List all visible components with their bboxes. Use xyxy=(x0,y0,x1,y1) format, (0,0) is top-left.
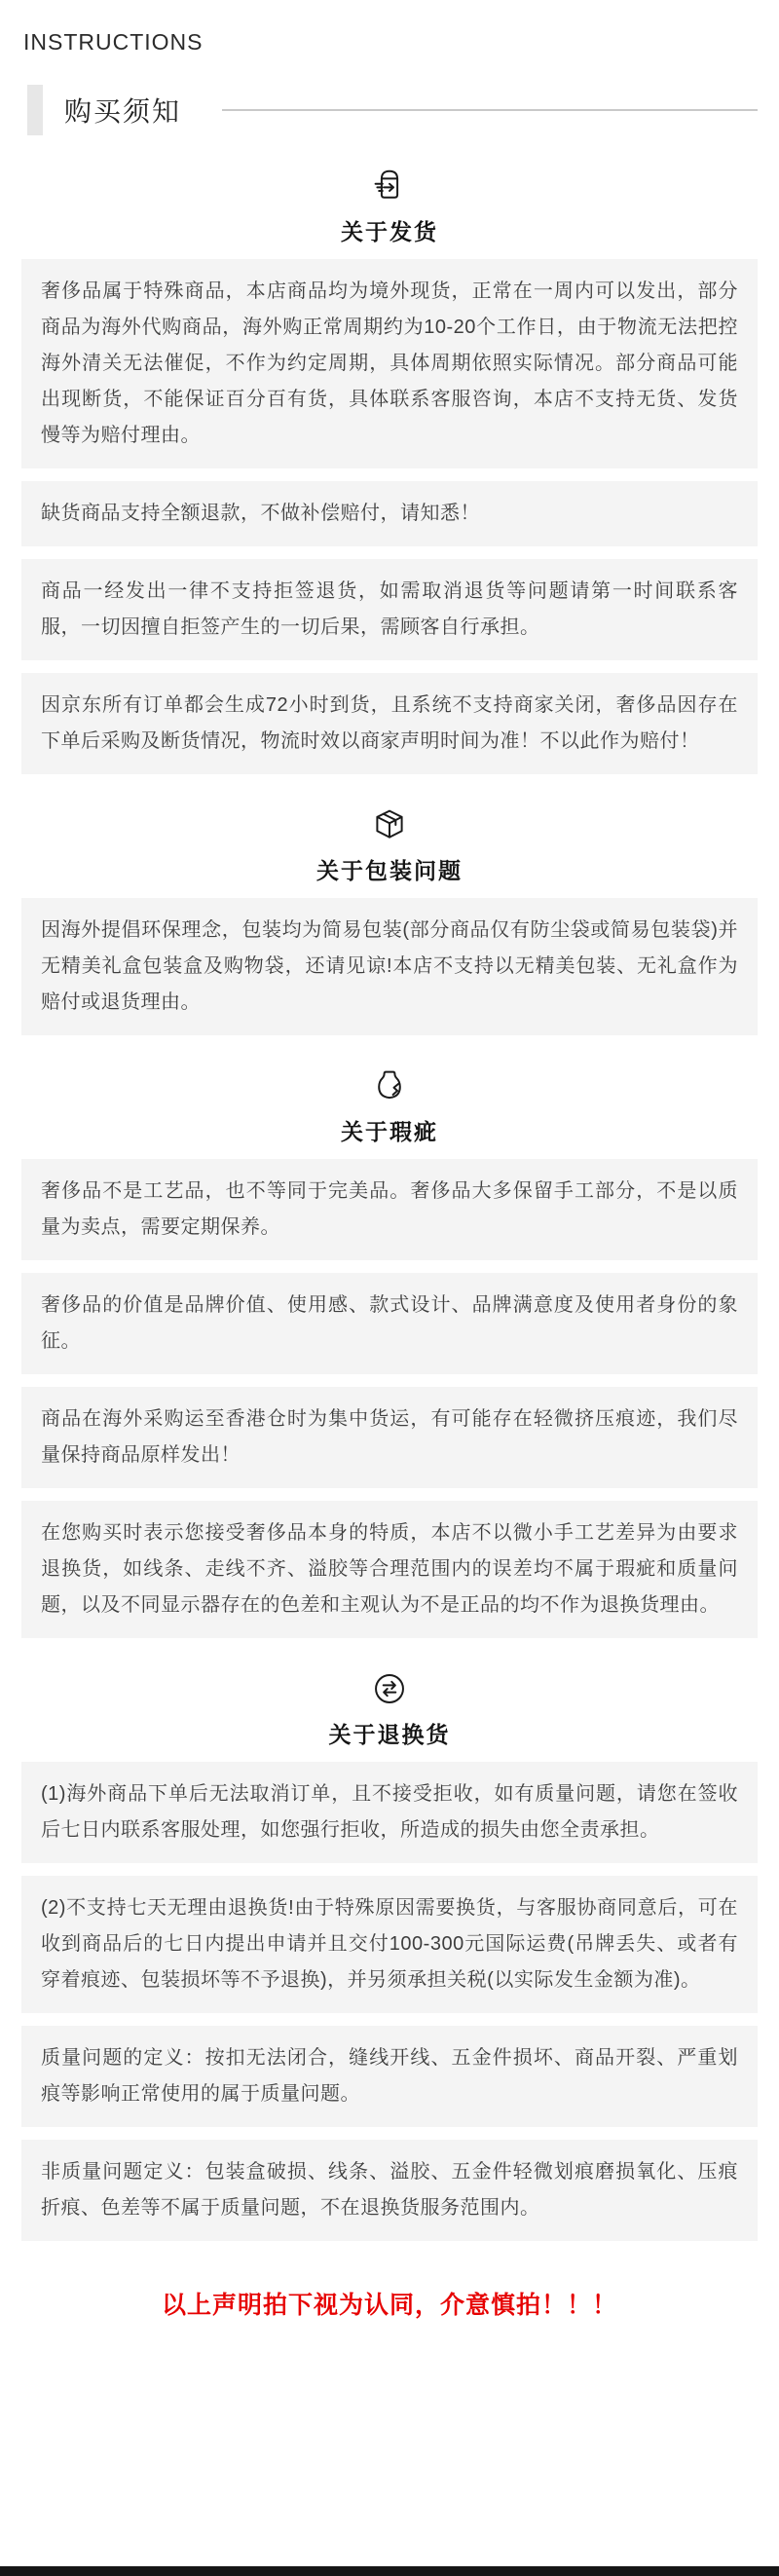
section-packaging-header xyxy=(0,807,779,885)
notice-paragraph: 因京东所有订单都会生成72小时到货，且系统不支持商家关闭，奢侈品因存在下单后采购及断货情况，物流时效以商家声明时间为准！不以此作为赔付！ xyxy=(21,673,758,774)
bottom-strip xyxy=(0,2566,779,2576)
notice-paragraph: 商品在海外采购运至香港仓时为集中货运，有可能存在轻微挤压痕迹，我们尽量保持商品原样发出！ xyxy=(21,1387,758,1488)
notice-paragraph: (1)海外商品下单后无法取消订单，且不接受拒收，如有质量问题，请您在签收后七日内联系客服处理，如您强行拒收，所造成的损失由您全责承担。 xyxy=(21,1762,758,1863)
instructions-title: INSTRUCTIONS xyxy=(23,29,204,55)
notice-paragraph: 缺货商品支持全额退款，不做补偿赔付，请知悉！ xyxy=(21,481,758,546)
section-flaws-header xyxy=(0,1068,779,1146)
section-title: 关于瑕疵 xyxy=(341,1119,438,1144)
section-returns-header xyxy=(0,1671,779,1749)
section-title: 关于退换货 xyxy=(328,1722,451,1747)
section-title: 关于发货 xyxy=(341,219,438,244)
section-title: 关于包装问题 xyxy=(316,858,463,883)
accent-bar xyxy=(27,85,43,135)
section-shipping-header xyxy=(0,168,779,246)
notice-paragraph: 因海外提倡环保理念，包装均为简易包装(部分商品仅有防尘袋或简易包装袋)并无精美礼盒包装盒及购物袋，还请见谅!本店不支持以无精美包装、无礼盒作为赔付或退货理由。 xyxy=(21,898,758,1035)
notice-paragraph: (2)不支持七天无理由退换货!由于特殊原因需要换货，与客服协商同意后，可在收到商品后的七日内提出申请并且交付100-300元国际运费(吊牌丢失、或者有穿着痕迹、包装损坏等不予退换)，并另须承担关税(以实际发生金额为准)。 xyxy=(21,1876,758,2013)
cracked-vase-icon xyxy=(372,1068,407,1103)
notice-paragraph: 非质量问题定义：包装盒破损、线条、溢胶、五金件轻微划痕磨损氧化、压痕折痕、色差等不属于质量问题，不在退换货服务范围内。 xyxy=(21,2140,758,2241)
notice-paragraph: 奢侈品的价值是品牌价值、使用感、款式设计、品牌满意度及使用者身份的象征。 xyxy=(21,1273,758,1374)
notice-paragraph: 质量问题的定义：按扣无法闭合，缝线开线、五金件损坏、商品开裂、严重划痕等影响正常使用的属于质量问题。 xyxy=(21,2026,758,2127)
notice-paragraph: 在您购买时表示您接受奢侈品本身的特质，本店不以微小手工艺差异为由要求退换货，如线条、走线不齐、溢胶等合理范围内的误差均不属于瑕疵和质量问题，以及不同显示器存在的色差和主观认为不是正品的均不作为退换货理由。 xyxy=(21,1501,758,1638)
page-title: 购买须知 xyxy=(64,96,182,127)
notice-paragraph: 奢侈品不是工艺品，也不等同于完美品。奢侈品大多保留手工部分，不是以质量为卖点，需要定期保养。 xyxy=(21,1159,758,1260)
exchange-arrows-circle-icon xyxy=(372,1671,407,1706)
notice-paragraph: 商品一经发出一律不支持拒签退货，如需取消退货等问题请第一时间联系客服，一切因擅自拒签产生的一切后果，需顾客自行承担。 xyxy=(21,559,758,660)
package-cube-icon xyxy=(372,807,407,842)
divider-line xyxy=(222,109,758,111)
footer-warning: 以上声明拍下视为认同，介意慎拍！！！ xyxy=(161,2292,617,2319)
purchase-notice-header xyxy=(27,85,779,135)
notice-paragraph: 奢侈品属于特殊商品，本店商品均为境外现货，正常在一周内可以发出，部分商品为海外代购商品，海外购正常周期约为10-20个工作日，由于物流无法把控海外清关无法催促，不作为约定周期，具体周期依照实际情况。部分商品可能出现断货，不能保证百分百有货，具体联系客服咨询，本店不支持无货、发货慢等为赔付理由。 xyxy=(21,259,758,468)
shipping-package-arrow-icon xyxy=(372,168,407,204)
